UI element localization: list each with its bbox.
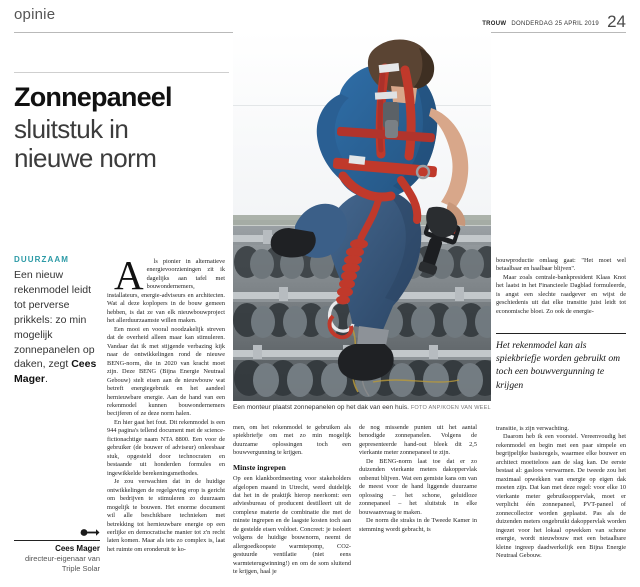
headline-line-1: Zonnepaneel [14,82,172,112]
body-column-2 [233,424,351,577]
caption-text: Een monteur plaatst zonnepanelen op het dak van een huis. [233,404,409,411]
paragraph: Op een klankbordmeeting voor stakeholders afgelopen maand in Utrecht, werd duidelijk dat het in de praktijk hierop neerkomt: een adviesbureau of producent destilleert uit de complexe materie de combinatie die met de minste ingrepen en de laagste kosten toch aan de gestelde eisen voldoet. Concreet: je isoleert volgens de huidige bouwnorm, neemt de allergoedkoopste warmtepomp, CO2-gestuurde ventilatie (niet eens warmteterugwinning!) en om de som sluitend te krijgen, haal je [233,475,351,576]
standfirst-label: DUURZAAM [14,255,70,264]
paragraph: Je zou verwachten dat in de huidige ontwikkelingen de regelgeving erop is gericht om bedrijven te stimuleren zo duurzaam mogelijk te bouwen. Het enorme document wil alle beschikbare technieken met betrekking tot hernieuwbare energie op een eerlijke en democratische manier tot z'n recht laten komen. Maar als iets zo complex is, laat het ruimte om eronderuit te ko- [107,478,225,553]
photo-credit: FOTO ANP/KOEN VAN WEEL [410,405,491,411]
publication-date: DONDERDAG 25 APRIL 2019 [511,21,600,27]
paragraph: de nog missende punten uit het aantal benodigde zonnepanelen. Volgens de gepresenteerde hand-out bleek dit 2,5 vierkante meter zonnepaneel te zijn. [359,424,477,457]
author-role-line-1: directeur-eigenaar van [24,554,100,564]
headline-divider [14,72,229,73]
photo-caption [233,404,491,413]
author-divider [14,540,100,541]
paragraph: Een mooi en vooral noodzakelijk streven dat de overheid alleen maar kan stimuleren. Vandaar dat ik met stijgende verbazing kijk naar de ontwikkelingen rond de nieuwe BENG-norm, die in 2020 van kracht moet zijn. Deze BENG (Bijna Energie Neutraal Gebouw) stelt eisen aan de nieuwbouw wat betreft energiegebruik en het aandeel hernieuwbare energie. Aan de hand van een rekenmodel kunnen bouwondernemers becijferen of ze deze norm halen. [107,325,225,418]
paragraph: men, om het rekenmodel te gebruiken als spiekbriefje om met zo min mogelijk duurzame oplossingen toch een bouwvergunning te krijgen. [233,424,351,457]
paragraph-text: ls pionier in alternatieve energievoorzieningen zit ik dagelijks aan tafel met bouwondernemers, installateurs, energie-adviseurs en architecten. Wat al deze koplopers in de bouw gemeen hebben, is dat ze van elk nieuwbouwproject het allerduurzaamste willen maken. [107,258,225,325]
masthead-right [482,10,626,30]
paragraph: De BENG-norm laat toe dat er zo duizenden vierkante meters dakoppervlak onbenut blijven. Wat een gemiste kans om van de meest voor de hand liggende duurzame oplossing – het schone, geluidloze zonnepaneel – het sluitstuk in elke bouwaanvraag te maken. [359,457,477,516]
paragraph: transitie, is zijn verwachting. [496,425,569,432]
author-block [14,536,100,574]
author-name: Cees Mager [55,544,100,553]
pull-quote-text: Het rekenmodel kan als spiekbriefje worden gebruikt om toch een bouwvergunning te krijgen [496,340,621,391]
standfirst [14,255,100,387]
article-photo [233,30,491,401]
headline-line-3: nieuwe norm [14,142,157,173]
paragraph [107,252,225,326]
author-role-line-2: Triple Solar [61,564,100,574]
section-kicker: opinie [14,6,56,23]
body-column-3 [359,424,477,534]
page-number: 24 [607,12,626,31]
key-icon [80,524,100,533]
standfirst-body: Een nieuw rekenmodel leidt tot perverse prikkels: zo min mogelijk zonnepanelen op daken, zegt [14,269,95,371]
subheading: Minste ingrepen [233,462,286,472]
body-column-4-top [496,257,626,316]
standfirst-period: . [44,373,48,386]
page-title [14,84,229,173]
paragraph: De norm die straks in de Tweede Kamer in stemming wordt gebracht, is [359,517,477,533]
paragraph: En hier gaat het fout. Dit rekenmodel is een 944 pagina's tellend document met de science-fictionachtige naam NTA 8800. Een voor de gebruiker (de bouwer of adviseur) onleesbaar stuk, opgesteld door technocraten en bestaande uit honderden formules en ingewikkelde berekeningsmethodes. [107,418,225,477]
body-column-1 [107,252,225,554]
standfirst-author: Cees Mager [14,358,97,386]
body-column-4-bottom [496,425,626,561]
standfirst-text [14,268,100,387]
headline-line-2: sluitstuk in [14,113,129,144]
paragraph: bouwproductie omlaag gaat: "Het moet wel betaalbaar en haalbaar blijven". [496,257,626,273]
paragraph: Daarom heb ik een voorstel. Vereenvoudig het rekenmodel en begin met een paar simpele en begrijpelijke basisregels, waarmee elke bouwer en architect moeiteloos aan de slag kan. De eerste bestaat al: gasloos verwarmen. De tweede zou het maximaal opwekken van energie op eigen dak moeten zijn. Dat kan met deze regel: voor elke 10 vierkante meter gebruiksoppervlak, moet er verplicht één zonnepaneel, PVT-paneel of zonnecollector worden geplaatst. Pas als de duizenden meters ongebruikt dakoppervlak worden ingezet voor het lokaal opwekken van schone energie, wordt nieuwbouw met een betaalbare kleine ingreep daadwerkelijk een Bijna Energie Neutraal Gebouw. [496,433,626,560]
pull-quote [496,333,626,392]
newspaper-brand: TROUW [482,21,507,27]
paragraph: Maar zoals centrale-bankpresident Klaas Knot het laatst in het Financieele Dagblad formuleerde, is angst een slechte raadgever en wijst de geschiedenis uit dat elke transitie juist leidt tot economische bloei. Zo ook de energie- [496,273,626,315]
masthead [14,6,626,33]
drop-cap: A [114,252,144,298]
pull-quote-divider [496,333,626,334]
